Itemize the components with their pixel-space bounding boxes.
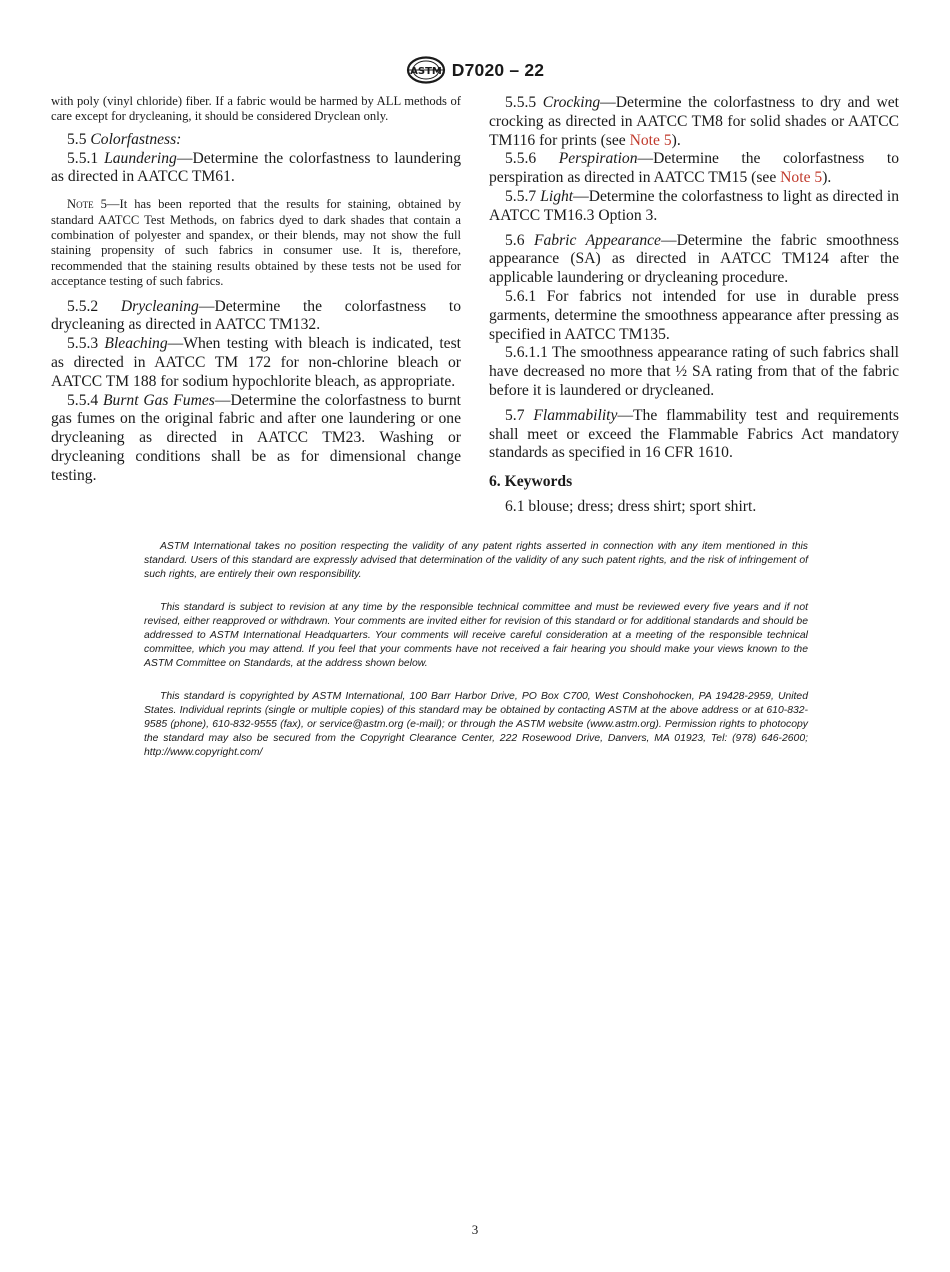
section-5-5-5: 5.5.5 Crocking—Determine the colorfastness to dry and wet crocking as directed in AATCC TM8 for solid shades or AATCC TM116 for prints (see Note 5). (489, 94, 900, 149)
revision-notice-text: This standard is subject to revision at any time by the responsible technical committee and must be reviewed every five years and if not revised, either reapproved or withdrawn. Your comments are invited either for revision of this standard or for additional standards and should be addressed to ASTM International Headquarters. Your comments will receive careful consideration at a meeting of the responsible technical committee, which you may attend. If you feel that your comments have not received a fair hearing you should make your views known to the ASTM Committee on Standards, at the address shown below. (144, 602, 808, 669)
page-number: 3 (471, 1222, 479, 1237)
note-5-link[interactable]: Note 5 (629, 131, 672, 149)
section-5-6-1-1: 5.6.1.1 The smoothness appearance rating of such fabrics shall have decreased no more that ½ SA rating from that of the fabric before it is laundered or drycleaned. (489, 344, 899, 399)
section-5-5-2: 5.5.2 Drycleaning—Determine the colorfastness to drycleaning as directed in AATCC TM132. (51, 297, 461, 334)
section-5-5-7: 5.5.7 Light—Determine the colorfastness to light as directed in AATCC TM16.3 Option 3. (489, 187, 899, 224)
section-6-heading: 6. Keywords (489, 473, 573, 491)
section-6-1: 6.1 blouse; dress; dress shirt; sport shirt. (505, 497, 757, 515)
section-5-5: 5.5 Colorfastness: (67, 130, 182, 148)
copyright-notice (144, 690, 808, 760)
svg-text:ASTM: ASTM (409, 66, 442, 77)
patent-notice (144, 540, 808, 582)
patent-notice-text: ASTM International takes no position respecting the validity of any patent rights asserted in connection with any item mentioned in this standard. Users of this standard are expressly advised that determination of the validity of any such patent rights, and the risk of infringement of such rights, are entirely their own responsibility. (144, 541, 808, 580)
note-5-link[interactable]: Note 5 (780, 169, 823, 187)
section-5-5-3: 5.5.3 Bleaching—When testing with bleach is indicated, test as directed in AATCC TM 172 for non-chlorine bleach or AATCC TM 188 for sodium hypochlorite bleach, as appropriate. (51, 335, 461, 390)
section-5-6: 5.6 Fabric Appearance—Determine the fabric smoothness appearance (SA) as directed in AATCC TM124 after the applicable laundering or drycleaning procedure. (489, 231, 899, 287)
section-5-7: 5.7 Flammability—The flammability test and requirements shall meet or exceed the Flammable Fabrics Act mandatory standards as specified in 16 CFR 1610. (489, 406, 900, 462)
section-5-5-4: 5.5.4 Burnt Gas Fumes—Determine the colorfastness to burnt gas fumes on the original fabric and after one laundering or one drycleaning as directed in AATCC TM23. Washing or drycleaning conditions shall be as for dimensional change testing. (51, 391, 461, 484)
left-column (51, 94, 461, 486)
page-header (0, 56, 950, 84)
standard-designation: D7020 – 22 (451, 59, 545, 80)
section-5-5-1: 5.5.1 Laundering—Determine the colorfastness to laundering as directed in AATCC TM61. (51, 149, 461, 186)
revision-notice (144, 601, 808, 671)
note-5: Note 5—It has been reported that the results for staining, obtained by standard AATCC Test Methods, on fabrics dyed to dark shades that contain a combination of polyester and spandex, or their blends, may not show the full staining propensity of such fabrics in consumer use. It is, therefore, recommended that the staining results obtained by these tests not be used for acceptance testing of such fabrics. (51, 197, 461, 289)
paragraph-continuation: with poly (vinyl chloride) fiber. If a fabric would be harmed by ALL methods of care except for drycleaning, it should be considered Dryclean only. (51, 94, 461, 124)
astm-logo-icon (406, 56, 446, 84)
section-5-5-6: 5.5.6 Perspiration—Determine the colorfastness to perspiration as directed in AATCC TM15 (see Note 5). (489, 150, 899, 187)
copyright-notice-text: This standard is copyrighted by ASTM International, 100 Barr Harbor Drive, PO Box C700, West Conshohocken, PA 19428-2959, United States. Individual reprints (single or multiple copies) of this standard may be obtained by contacting ASTM at the above address or at 610-832-9585 (phone), 610-832-9555 (fax), or service@astm.org (e-mail); or through the ASTM website (www.astm.org). Permission rights to photocopy the standard may also be secured from the Copyright Clearance Center, 222 Rosewood Drive, Danvers, MA 01923, Tel: (978) 646-2600; http://www.copyright.com/ (144, 691, 808, 758)
section-5-6-1: 5.6.1 For fabrics not intended for use in durable press garments, determine the smoothness appearance after pressing as specified in AATCC TM135. (489, 287, 899, 343)
right-column (489, 94, 899, 517)
